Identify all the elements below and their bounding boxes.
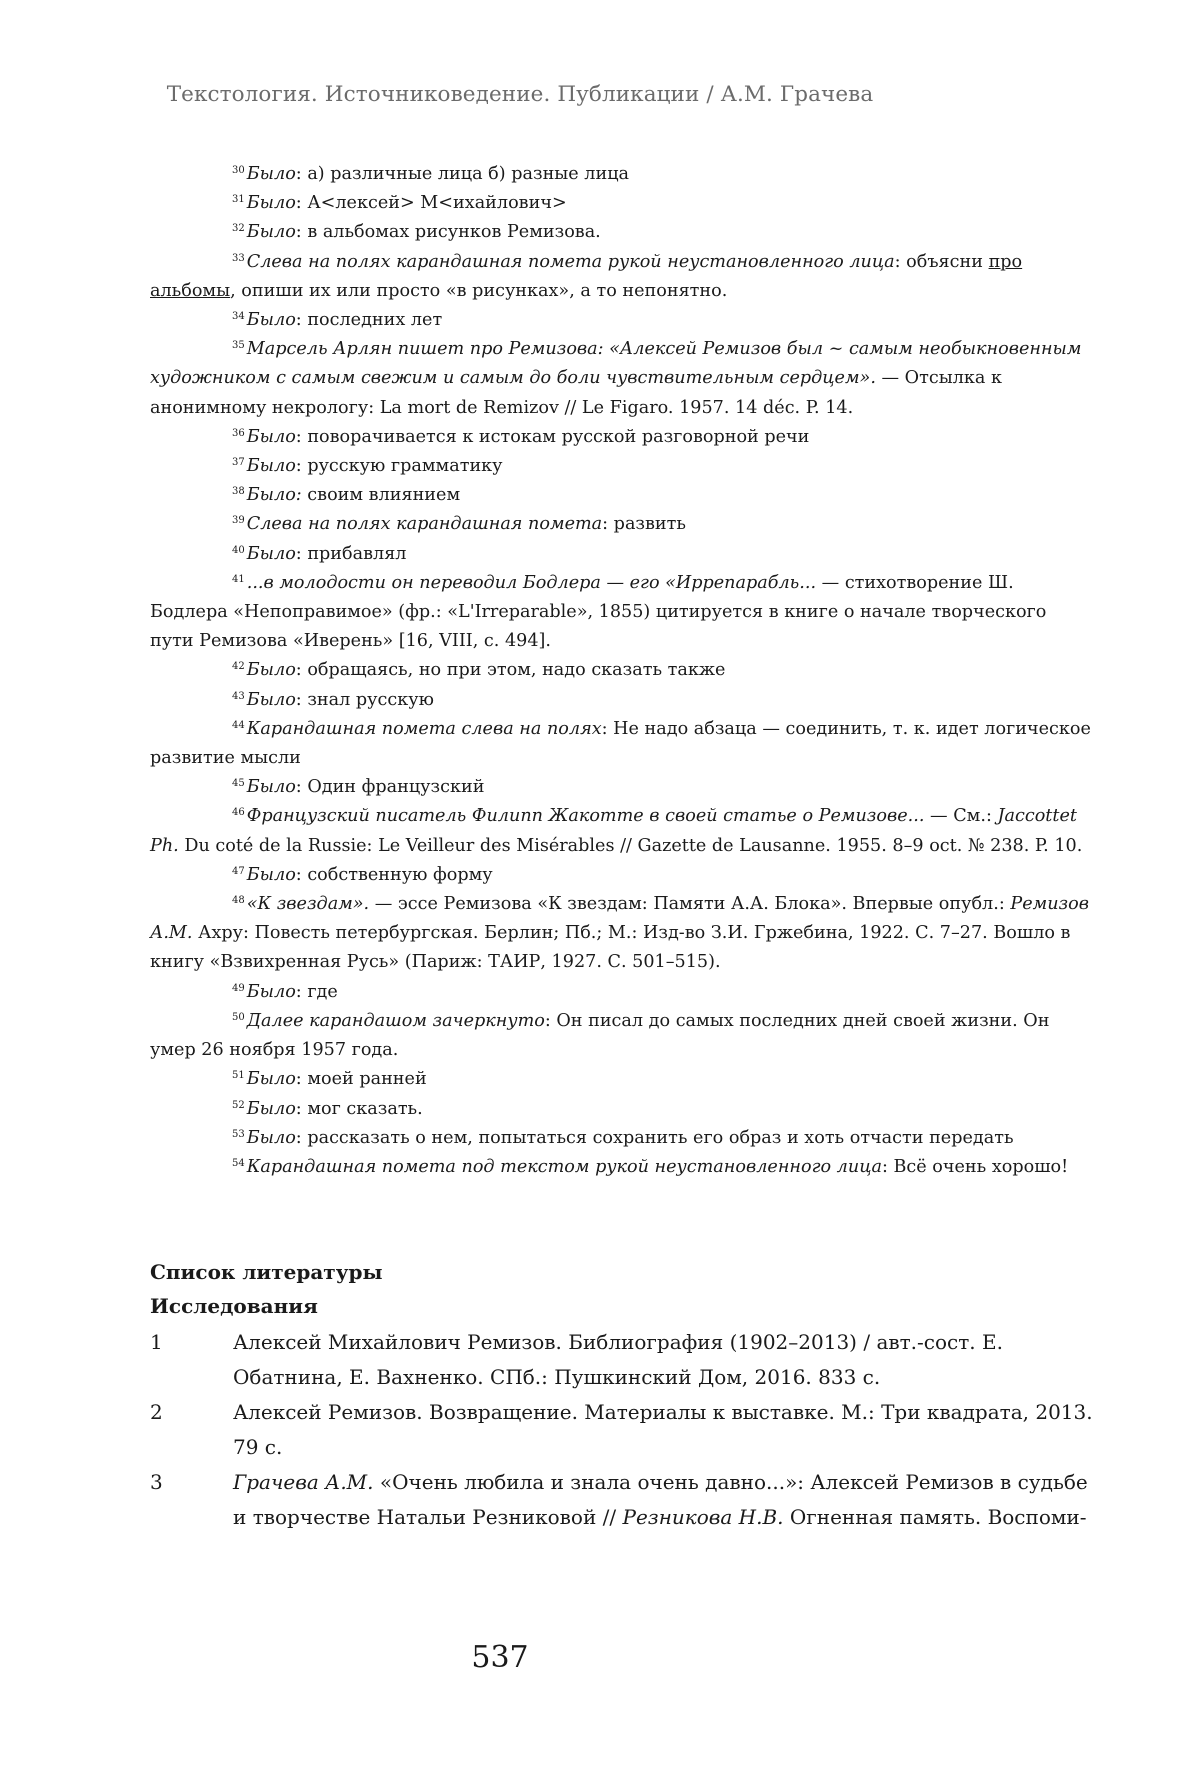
endnote-number: 41: [232, 573, 245, 585]
text-run: : Он писал до самых последних дней своей жизни. Он умер 26 ноября 1957 года.: [150, 1010, 1050, 1061]
text-run: : а) различные лица б) разные лица: [295, 164, 630, 184]
endnote-number: 53: [232, 1128, 245, 1140]
endnote-44: [150, 715, 1095, 773]
italic-text: Было: [246, 864, 296, 885]
endnote-45: [150, 773, 1095, 802]
bibliography-item-number: 1: [150, 1330, 163, 1354]
italic-text: Было: [246, 777, 296, 798]
endnote-number: 51: [232, 1070, 245, 1082]
text-run: : рассказать о нем, попытаться сохранить его образ и хоть отчасти передать: [295, 1127, 1014, 1148]
endnote-number: 50: [232, 1011, 245, 1023]
endnote-30: [150, 160, 1095, 189]
text-run: : поворачивается к истокам русской разговорной речи: [295, 426, 810, 447]
endnote-47: [150, 861, 1095, 890]
text-run: : Один французский: [295, 777, 485, 798]
text-run: «Очень любила и знала очень давно...»: Алексей Ремизов в судьбе и творчестве Натальи Резниковой //: [233, 1470, 1088, 1529]
endnote-number: 39: [232, 515, 245, 527]
text-run: : объясни: [894, 251, 989, 272]
italic-text: Было:: [246, 485, 302, 506]
endnote-42: [150, 656, 1095, 685]
endnote-number: 35: [232, 340, 245, 352]
text-run: : развить: [602, 514, 686, 535]
italic-text: Далее карандашом зачеркнуто: [246, 1010, 545, 1031]
italic-text: Было: [246, 426, 296, 447]
italic-text: Было: [246, 981, 296, 1002]
text-run: : собственную форму: [295, 864, 493, 885]
text-run: : последних лет: [295, 310, 443, 331]
text-run: : прибавлял: [295, 543, 407, 564]
italic-text: Было: [246, 1127, 296, 1148]
italic-text: Французский писатель Филипп Жакотте в своей статье о Ремизове...: [246, 806, 925, 827]
endnote-number: 52: [232, 1099, 245, 1111]
text-run: Огненная память. Воспоми-: [783, 1505, 1087, 1529]
endnote-40: [150, 540, 1095, 569]
italic-text: Было: [246, 193, 296, 214]
bibliography-item: [150, 1325, 1095, 1395]
bibliography-item: [150, 1395, 1095, 1465]
bibliography-item: [150, 1465, 1095, 1535]
endnote-number: 42: [232, 661, 245, 673]
endnote-38: [150, 481, 1095, 510]
endnote-number: 33: [232, 252, 245, 264]
endnote-number: 34: [232, 311, 245, 323]
endnote-48: [150, 890, 1095, 978]
text-run: : где: [295, 981, 338, 1002]
text-run: — Отсылка к анонимному некрологу: La mort de Remizov // Le Figaro. 1957. 14 déc. P. 14.: [150, 368, 1002, 418]
italic-text: Слева на полях карандашная помета рукой неустановленного лица: [246, 251, 895, 272]
italic-text: Было: [246, 1069, 296, 1090]
bibliography-item-text: [233, 1395, 1095, 1465]
italic-text: Было: [246, 689, 296, 710]
italic-text: Было: [246, 660, 296, 681]
endnote-35: [150, 335, 1095, 423]
endnotes-list: [150, 160, 1095, 1182]
underlined-text: про альбомы: [150, 251, 1023, 301]
bibliography-item-number: 2: [150, 1400, 163, 1424]
endnote-number: 46: [232, 807, 245, 819]
endnote-33: [150, 248, 1095, 306]
text-run: Ахру: Повесть петербургская. Берлин; Пб.; М.: Изд-во З.И. Гржебина, 1922. С. 7–27. Вошло в книгу «Взвихренная Русь» (Париж: ТАИР, 1927. С. 501–515).: [150, 923, 1071, 973]
text-run: : в альбомах рисунков Ремизова.: [295, 222, 601, 243]
text-run: — стихотворение Ш. Бодлера «Непоправимое» (фр.: «L'Irreparable», 1855) цитируется в книге о начале творческого пути Ремизова «Иверень» [16, VIII, с. 494].: [150, 572, 1047, 652]
endnote-31: [150, 189, 1095, 218]
running-header: Текстология. Источниковедение. Публикации / А.М. Грачева: [166, 82, 874, 107]
bibliography-item-number: 3: [150, 1470, 163, 1494]
endnote-41: [150, 569, 1095, 657]
text-run: : обращаясь, но при этом, надо сказать также: [295, 660, 726, 681]
endnote-34: [150, 306, 1095, 335]
text-run: — эссе Ремизова «К звездам: Памяти А.А. Блока». Впервые опубл.:: [369, 894, 1011, 915]
text-run: : русскую грамматику: [295, 456, 503, 477]
text-run: : Всё очень хорошо!: [881, 1156, 1069, 1177]
italic-text: Грачева А.М.: [233, 1470, 374, 1494]
endnote-50: [150, 1007, 1095, 1065]
endnote-36: [150, 423, 1095, 452]
text-run: Du coté de la Russie: Le Veilleur des Misérables // Gazette de Lausanne. 1955. 8–9 oct. № 238. P. 10.: [178, 835, 1083, 856]
italic-text: Было: [246, 543, 296, 564]
endnote-52: [150, 1095, 1095, 1124]
text-run: : А<лексей> М<ихайлович>: [295, 193, 567, 214]
italic-text: Было: [246, 222, 296, 243]
endnote-number: 43: [232, 690, 245, 702]
bibliography-item-text: [233, 1325, 1095, 1395]
bibliography-subtitle: Исследования: [150, 1294, 318, 1318]
italic-text: Было: [246, 164, 296, 184]
page-number: 537: [471, 1640, 529, 1675]
italic-text: Было: [246, 1098, 296, 1119]
italic-text: Марсель Арлян пишет про Ремизова: «Алексей Ремизов был ~ самым необыкновенным художником с самым свежим и самым до боли чувствительным сердцем».: [150, 339, 1082, 389]
endnote-37: [150, 452, 1095, 481]
italic-text: Было: [246, 456, 296, 477]
endnote-number: 48: [232, 895, 245, 907]
italic-text: Слева на полях карандашная помета: [246, 514, 603, 535]
italic-text: Карандашная помета под текстом рукой неустановленного лица: [246, 1156, 882, 1177]
text-run: — См.:: [924, 806, 998, 827]
endnote-53: [150, 1124, 1095, 1153]
italic-text: Jaccottet Ph.: [150, 806, 1077, 856]
endnote-54: [150, 1153, 1095, 1182]
endnote-number: 45: [232, 778, 245, 790]
endnote-32: [150, 218, 1095, 247]
endnote-number: 54: [232, 1157, 245, 1169]
endnote-number: 32: [232, 223, 245, 235]
text-run: : мог сказать.: [295, 1098, 423, 1119]
endnote-number: 40: [232, 544, 245, 556]
text-run: , опиши их или просто «в рисунках», а то непонятно.: [230, 280, 728, 301]
endnote-number: 38: [232, 486, 245, 498]
text-run: Алексей Ремизов. Возвращение. Материалы к выставке. М.: Три квадрата, 2013. 79 с.: [233, 1400, 1093, 1459]
italic-text: Карандашная помета слева на полях: [246, 718, 602, 739]
italic-text: Резникова Н.В.: [622, 1505, 784, 1529]
endnote-43: [150, 686, 1095, 715]
bibliography-section: [150, 1255, 1095, 1535]
endnote-number: 47: [232, 865, 245, 877]
italic-text: ...в молодости он переводил Бодлера — его «Иррепарабль...: [246, 572, 817, 593]
endnote-51: [150, 1065, 1095, 1094]
text-run: своим влиянием: [301, 485, 461, 506]
endnote-number: 37: [232, 457, 245, 469]
endnote-number: 30: [232, 165, 245, 176]
endnote-46: [150, 802, 1095, 860]
italic-text: Ремизов А.М.: [150, 894, 1089, 944]
endnote-49: [150, 978, 1095, 1007]
italic-text: «К звездам».: [246, 894, 370, 915]
endnote-number: 31: [232, 194, 245, 206]
bibliography-item-text: [233, 1465, 1095, 1535]
bibliography-list: [150, 1325, 1095, 1535]
italic-text: Было: [246, 310, 296, 331]
endnote-39: [150, 510, 1095, 539]
text-run: : Не надо абзаца — соединить, т. к. идет логическое развитие мысли: [150, 718, 1091, 769]
text-run: Алексей Михайлович Ремизов. Библиография (1902–2013) / авт.-сост. Е. Обатнина, Е. Вахненко. СПб.: Пушкинский Дом, 2016. 833 с.: [233, 1330, 1003, 1389]
bibliography-title: Список литературы: [150, 1260, 383, 1284]
endnote-number: 49: [232, 982, 245, 994]
endnote-number: 44: [232, 719, 245, 731]
text-run: : знал русскую: [295, 689, 434, 710]
endnote-number: 36: [232, 427, 245, 439]
text-run: : моей ранней: [295, 1069, 427, 1090]
